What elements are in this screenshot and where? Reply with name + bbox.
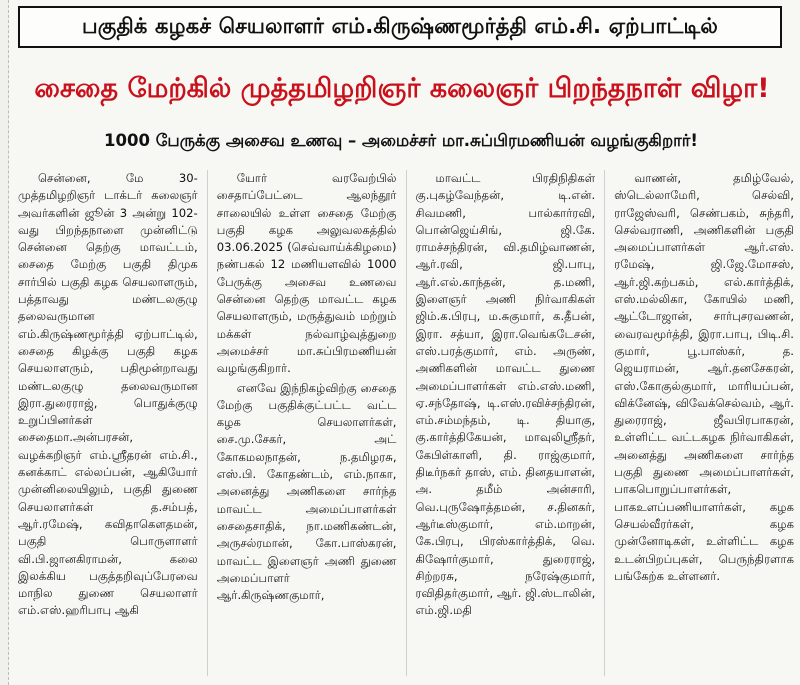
body-column-4 [614, 170, 794, 676]
article-kicker [18, 6, 782, 48]
column-divider [207, 170, 208, 676]
body-paragraph: யோர் வரவேற்பில் சைதாப்பேட்டை ஆலந்தூர் சாலையில் உள்ள சைதை மேற்கு பகுதி கழக அலுவலகத்தில் 03.06.2025 (செவ்வாய்க்கிழமை) நண்பகல் 12 மணியளவில் 1000 பேருக்கு அசைவ உணவை சென்னை தெற்கு மாவட்ட கழக செயலாளரும், மருத்துவம் மற்றும் மக்கள் நல்வாழ்வுத்துறை அமைச்சர் மா.சுப்பிரமணியன் வழங்குகிறார். [216, 171, 397, 376]
body-paragraph: மாவட்ட பிரதிநிதிகள் கு.புகழ்வேந்தன், டி.என். சிவமணி, பால்கார்ரவி, பொன்ஜெய்சிங், ஜி.கே. ராமச்சந்திரன், வி.தமிழ்வாணன், ஆர்.ரவி, ஜி.பாபு, ஆர்.எல்.காந்தன், த.மணி, இளைஞர் அணி நிர்வாகிகள் ஜிம்.க.பிரபு, ம.சுகுமார், க.தீபன், இரா. சத்யா, இரா.வெங்கடேசன், எஸ்.பரத்குமார், எம். அருண், அணிகளின் மாவட்ட துணை அமைப்பாளர்கள் எம்.எஸ்.மணி, ஏ.சந்தோஷ், டி.எஸ்.ரவிச்சந்திரன், எம்.சம்மந்தம், டி. தியாகு, கு.கார்த்திகேயன், மாவுலிஸ்ரீதர், கேபிள்காளி, தி. ராஜ்குமார், திடீர்நகர் தாஸ், எம். தினதயாளன், அ. தமீம் அன்சாரி, வெ.புருஷோத்தமன், ச.தினகர், ஆர்டீஸ்குமார், எம்.மாறன், கே.பிரபு, பிரஸ்கார்த்திக், வெ. கிஷோர்குமார், துரைராஜ், சிற்றரசு, நரேஷ்குமார், ரவிதிதர்குமார், ஆர். ஜி.ஸ்டாலின், எம்.ஜி.மதி [415, 171, 596, 618]
page-fold-edge [0, 0, 9, 685]
article-body [18, 170, 794, 676]
kicker-text: பகுதிக் கழகச் செயலாளர் எம்.கிருஷ்ணமூர்த்தி எம்.சி. ஏற்பாட்டில் [81, 13, 719, 38]
article-headline [12, 60, 792, 116]
body-paragraph: வாணன், தமிழ்வேல், ஸ்டெல்லாமேரி, செல்வி, ராஜேஸ்வரி, செண்பகம், சுந்தரி, செல்வராணி, அணிகளின் பகுதி அமைப்பாளர்கள் ஆர்.எஸ். ரமேஷ், ஜி.ஜே.மோசஸ், ஆர்.ஜி.கற்பகம், எல்.கார்த்திக், எஸ்.மல்லிகா, கோயில் மணி, ஆட்டோஜான், சார்புசரவணன், வைரவமூர்த்தி, இரா.பாபு, பிடி.சி. குமார், பூ.பாஸ்கர், த. ஜெயராமன், ஆர்.தனசேகரன், எஸ்.கோகுல்குமார், மாரியப்பன், விக்னேஷ், விவேக்செல்வம், ஆர். துரைராஜ், ஜீவபிரபாகரன், உள்ளிட்ட வட்டகழக நிர்வாகிகள், அனைத்து அணிகளை சார்ந்த பகுதி துணை அமைப்பாளர்கள், பாகபொறுப்பாளர்கள், பாகஉளப்பணியாளர்கள், கழக செயல்வீரர்கள், கழக முன்னோடிகள், உள்ளிட்ட கழக உடன்பிறப்புகள், பெருந்திரளாக பங்கேற்க உள்ளனர். [614, 171, 794, 583]
body-column-1 [18, 170, 198, 676]
headline-text: சைதை மேற்கில் முத்தமிழறிஞர் கலைஞர் பிறந்தநாள் விழா! [34, 72, 770, 104]
body-paragraph: எனவே இந்நிகழ்விற்கு சைதை மேற்கு பகுதிக்குட்பட்ட வட்ட கழக செயலாளர்கள், சை.மு.சேகர், அட் கோகமலநாதன், ந.தமிழரசு, எஸ்.பி. கோதண்டம், எம்.நாகா, அனைத்து அணிகளை சார்ந்த மாவட்ட அமைப்பாளர்கள் சைதைசாதிக், நா.மணிகண்டன், அருசல்ரமான், கோ.பாஸ்கரன், மாவட்ட இளைஞர் அணி துணை அமைப்பாளர் ஆர்.கிருஷ்ணகுமார், [216, 380, 397, 603]
article-subheadline [16, 129, 786, 155]
body-column-3 [416, 170, 596, 676]
subhead-text: 1000 பேருக்கு அசைவ உணவு – அமைச்சர் மா.சுப்பிரமணியன் வழங்குகிறார்! [104, 131, 698, 150]
column-divider [406, 170, 407, 676]
body-paragraph: சென்னை, மே 30- முத்தமிழறிஞர் டாக்டர் கலைஞர் அவர்களின் ஜூன் 3 அன்று 102-வது பிறந்தநாளை முன்னிட்டு சென்னை தெற்கு மாவட்டம், சைதை மேற்கு பகுதி திமுக சார்பில் பகுதி கழக செயலாளரும், பத்தாவது மண்டலகுழு தலைவருமான எம்.கிருஷ்ணமூர்த்தி ஏற்பாட்டில், சைதை கிழக்கு பகுதி கழக செயலாளரும், பதிமூன்றாவது மண்டலகுழு தலைவருமான இரா.துரைராஜ், பொதுக்குழு உறுப்பினர்கள் சைதைமா.அன்பரசன், வழக்கறிஞர் எம்.ஸ்ரீதரன் எம்.சி., கனக்காட் எல்லப்பன், ஆகியோர் முன்னிலையிலும், பகுதி துணை செயலாளர்கள் த.சம்பத், ஆர்.ரமேஷ், கவிதாகௌதமன், பகுதி பொருளாளர் வி.பி.ஜானகிராமன், கலை இலக்கிய பகுத்தறிவுப்பேரவை மாநில துணை செயலாளர் எம்.எஸ்.ஹரிபாபு ஆகி [18, 171, 198, 618]
column-divider [604, 170, 605, 676]
body-column-2 [217, 170, 397, 676]
